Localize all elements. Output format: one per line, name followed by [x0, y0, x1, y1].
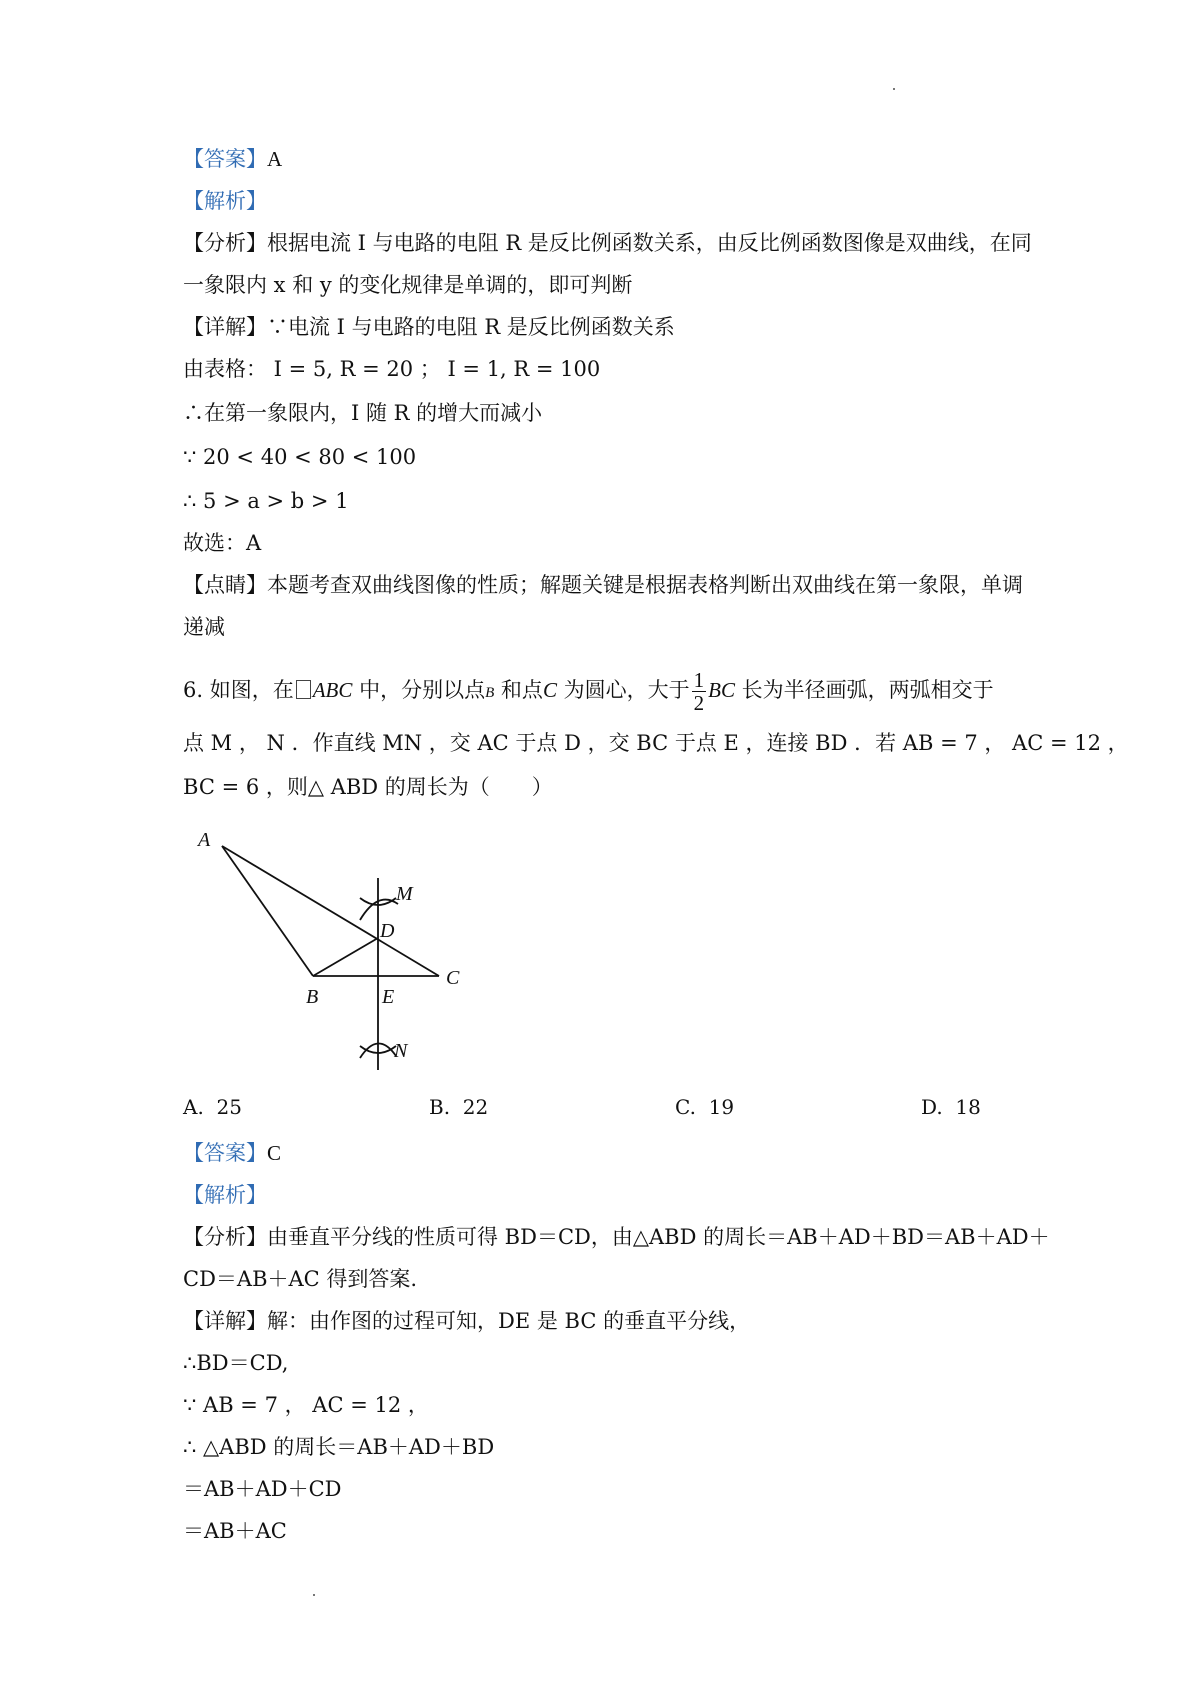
q6-stem-1b: ABC	[312, 678, 353, 702]
label-c: C	[446, 967, 460, 989]
q5-answer-value: A	[267, 147, 283, 171]
q6-stem-line2: 点 M ， N ．作直线 MN ，交 AC 于点 D ，交 BC 于点 E ，连接 BD ．若 AB = 7 ， AC = 12 ，	[183, 731, 1129, 755]
option-c-value: 19	[708, 1095, 735, 1119]
q6-analysis-tag: 【解析】	[183, 1183, 267, 1207]
q5-fenxi-tag: 【分析】	[183, 231, 267, 255]
q6-fenxi-line1	[183, 1222, 1050, 1252]
q5-dianjing-line2: 递减	[183, 615, 225, 639]
q6-fenxi-line2: CD＝AB＋AC 得到答案.	[183, 1267, 418, 1291]
label-e: E	[382, 986, 395, 1008]
q5-answer-line	[183, 144, 282, 174]
label-a: A	[198, 829, 211, 851]
q5-fenxi-line2: 一象限内 x 和 y 的变化规律是单调的，即可判断	[183, 273, 633, 297]
q6-stem-1g: 为圆心，大于	[556, 678, 690, 702]
q6-frac-num: 1	[693, 668, 705, 692]
q6-stem-line3: BC = 6 ，则△ ABD 的周长为（ ）	[183, 775, 553, 799]
option-b-letter: B.	[429, 1095, 451, 1119]
segment-ac	[222, 846, 439, 976]
q6-fraction	[692, 669, 707, 714]
q5-fenxi-line1	[183, 228, 1032, 258]
label-n: N	[394, 1040, 408, 1062]
option-a-value: 25	[216, 1095, 242, 1119]
q5-answer-tag: 【答案】	[183, 147, 267, 171]
q6-step2: ∵ AB = 7 ， AC = 12 ，	[183, 1393, 429, 1417]
scan-dot-top	[893, 88, 895, 90]
option-b-value: 22	[462, 1095, 489, 1119]
q6-stem-1c: 中，分别以点	[352, 678, 486, 702]
q6-step1: ∴BD＝CD,	[183, 1351, 289, 1375]
q6-stem-1a: 6. 如图，在	[183, 678, 294, 702]
q6-fenxi-text1: 由垂直平分线的性质可得 BD＝CD，由△ABD 的周长＝AB＋AD＋BD＝AB＋AD＋	[267, 1225, 1050, 1249]
label-b: B	[306, 986, 319, 1008]
option-d-letter: D.	[921, 1095, 943, 1119]
segment-ab	[222, 846, 313, 976]
q5-table-line: 由表格： I = 5, R = 20 ； I = 1, R = 100	[183, 357, 601, 381]
q6-answer-line	[183, 1138, 281, 1168]
q5-dianjing-line1	[183, 570, 1023, 600]
q5-step2: ∵ 20 < 40 < 80 < 100	[183, 445, 417, 469]
option-a-letter: A.	[183, 1095, 204, 1119]
option-a	[183, 1095, 242, 1119]
q6-xiangjie-line1	[183, 1306, 750, 1336]
q5-choose: 故选：A	[183, 531, 262, 555]
q5-xiangjie-line1	[183, 312, 675, 342]
q5-xiangjie-text1: ∵电流 I 与电路的电阻 R 是反比例函数关系	[267, 315, 675, 339]
q6-xiangjie-text1: 解：由作图的过程可知，DE 是 BC 的垂直平分线，	[267, 1309, 751, 1333]
option-d	[921, 1095, 981, 1119]
q5-xiangjie-tag: 【详解】	[183, 315, 267, 339]
q6-stem-1i: 长为半径画弧，两弧相交于	[734, 678, 994, 702]
q6-stem-1d: B	[485, 685, 495, 701]
q6-frac-den: 2	[693, 691, 705, 715]
q6-geometry-figure	[190, 820, 490, 1080]
option-c	[675, 1095, 734, 1119]
option-c-letter: C.	[675, 1095, 696, 1119]
q6-triangle-box	[296, 680, 311, 699]
q6-stem-1e: 和点	[494, 678, 543, 702]
q5-dianjing-tag: 【点睛】	[183, 573, 267, 597]
q6-stem-1f: C	[542, 678, 557, 702]
option-b	[429, 1095, 488, 1119]
q6-xiangjie-tag: 【详解】	[183, 1309, 267, 1333]
segment-bd	[313, 938, 378, 976]
q5-step1: ∴在第一象限内，I 随 R 的增大而减小	[183, 401, 543, 425]
q5-fenxi-text1: 根据电流 I 与电路的电阻 R 是反比例函数关系，由反比例函数图像是双曲线，在同	[267, 231, 1032, 255]
q6-step5: ＝AB＋AC	[183, 1519, 287, 1543]
scan-dot-bottom	[313, 1594, 315, 1596]
q6-step4: ＝AB＋AD＋CD	[183, 1477, 342, 1501]
label-m: M	[396, 883, 413, 905]
q6-fenxi-tag: 【分析】	[183, 1225, 267, 1249]
label-d: D	[380, 920, 395, 942]
q6-answer-tag: 【答案】	[183, 1141, 267, 1165]
q6-stem-line1	[183, 668, 994, 715]
q6-answer-value: C	[267, 1141, 282, 1165]
q6-step3: ∴ △ABD 的周长＝AB＋AD＋BD	[183, 1435, 495, 1459]
option-d-value: 18	[955, 1095, 981, 1119]
q5-dianjing-text1: 本题考查双曲线图像的性质；解题关键是根据表格判断出双曲线在第一象限，单调	[267, 573, 1023, 597]
q6-stem-1h: BC	[708, 678, 735, 702]
q5-analysis-tag: 【解析】	[183, 189, 267, 213]
q5-step3: ∴ 5 > a > b > 1	[183, 489, 349, 513]
